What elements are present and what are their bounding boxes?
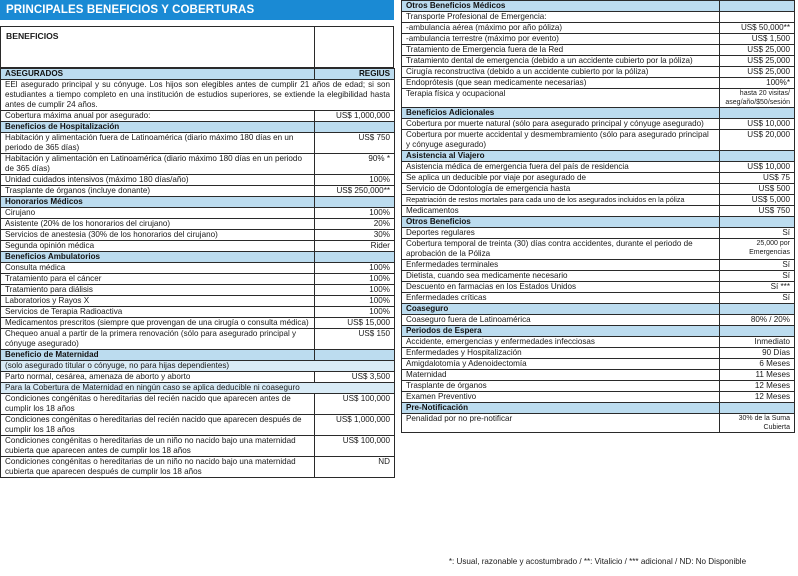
row-value: Rider (315, 241, 395, 252)
row-label: Cobertura máxima anual por asegurado: (1, 111, 315, 122)
row-label: Trasplante de órganos (incluye donante) (1, 186, 315, 197)
table-row (1, 230, 395, 241)
row-label: Enfermedades y Hospitalización (402, 348, 720, 359)
table-row (1, 285, 395, 296)
row-label: Descuento en farmacias en los Estados Unidos (402, 282, 720, 293)
section-header-row (1, 69, 395, 80)
row-label: Para la Cobertura de Maternidad en ningún caso se aplica deducible ni coaseguro (1, 383, 395, 394)
row-value: 30% de la Suma Cubierta (720, 414, 795, 433)
row-label: Endoprótesis (que sean medicamente necesarias) (402, 78, 720, 89)
row-value (720, 151, 795, 162)
row-label: Condiciones congénitas o hereditarias del recién nacido que aparecen después de cumplir los 18 años (1, 415, 315, 436)
table-row (402, 392, 795, 403)
row-label: Servicios de anestesia (30% de los honorarios del cirujano) (1, 230, 315, 241)
row-label: Servicios de Terapia Radioactiva (1, 307, 315, 318)
row-value: US$ 25,000 (720, 56, 795, 67)
table-row (1, 175, 395, 186)
table-row (402, 370, 795, 381)
row-value: US$ 75 (720, 173, 795, 184)
row-value: US$ 50,000** (720, 23, 795, 34)
row-value: US$ 500 (720, 184, 795, 195)
table-row (1, 329, 395, 350)
row-value: US$ 750 (720, 206, 795, 217)
row-value: 100% (315, 285, 395, 296)
row-label: Coaseguro fuera de Latinoamérica (402, 315, 720, 326)
row-value (720, 217, 795, 228)
row-label: -ambulancia aérea (máximo por año póliza) (402, 23, 720, 34)
table-row (402, 23, 795, 34)
row-value: US$ 100,000 (315, 436, 395, 457)
table-row (402, 56, 795, 67)
table-row (402, 282, 795, 293)
table-row (402, 195, 795, 206)
row-label: Asistente (20% de los honorarios del cirujano) (1, 219, 315, 230)
table-row (1, 111, 395, 122)
table-row (402, 293, 795, 304)
row-label: Habitación y alimentación en Latinoamérica (diario máximo 180 días en un periodo de 365 días) (1, 154, 315, 175)
table-row (402, 239, 795, 260)
row-value: Sí (720, 271, 795, 282)
row-label: Segunda opinión médica (1, 241, 315, 252)
row-value: US$ 10,000 (720, 162, 795, 173)
table-row (1, 415, 395, 436)
row-label: Condiciones congénitas o hereditarias de un niño no nacido bajo una maternidad cubierta que aparecen antes de cumplir los 18 años (1, 436, 315, 457)
row-label: Terapia física y ocupacional (402, 89, 720, 108)
row-value: 100% (315, 296, 395, 307)
row-label: Tratamiento dental de emergencia (debido a un accidente cubierto por la póliza) (402, 56, 720, 67)
row-label: Tratamiento para diálisis (1, 285, 315, 296)
row-value: 6 Meses (720, 359, 795, 370)
row-label: (solo asegurado titular o cónyuge, no para hijas dependientes) (1, 361, 395, 372)
row-label: Condiciones congénitas o hereditarias del recién nacido que aparecen antes de cumplir los 18 años (1, 394, 315, 415)
row-value: 100% (315, 274, 395, 285)
row-value: 90% * (315, 154, 395, 175)
table-row (402, 348, 795, 359)
table-row (402, 315, 795, 326)
row-value: 100% (315, 175, 395, 186)
row-label: Transporte Profesional de Emergencia: (402, 12, 720, 23)
table-row (1, 307, 395, 318)
row-value: US$ 25,000 (720, 45, 795, 56)
row-value (315, 252, 395, 263)
row-label: Asistencia médica de emergencia fuera del país de residencia (402, 162, 720, 173)
footnote: *: Usual, razonable y acostumbrado / **: Vitalicio / *** adicional / ND: No Disponible (448, 557, 747, 566)
row-value: Sí *** (720, 282, 795, 293)
row-label: Cirugía reconstructiva (debido a un accidente cubierto por la póliza) (402, 67, 720, 78)
row-value: US$ 100,000 (315, 394, 395, 415)
section-header-row (402, 108, 795, 119)
table-row (402, 162, 795, 173)
row-value: 11 Meses (720, 370, 795, 381)
row-value (315, 350, 395, 361)
section-title: Asistencia al Viajero (402, 151, 720, 162)
row-value (315, 197, 395, 208)
row-label: Cobertura temporal de treinta (30) días contra accidentes, durante el periodo de aprobación de la Póliza (402, 239, 720, 260)
table-row (402, 228, 795, 239)
section-title: Otros Beneficios Médicos (402, 1, 720, 12)
row-value (315, 122, 395, 133)
row-value: 90 Días (720, 348, 795, 359)
row-value: Inmediato (720, 337, 795, 348)
row-label: Enfermedades críticas (402, 293, 720, 304)
row-label: Examen Preventivo (402, 392, 720, 403)
section-title: Periodos de Espera (402, 326, 720, 337)
section-title: ASEGURADOS (1, 69, 315, 80)
section-header-row (402, 1, 795, 12)
right-column (401, 0, 794, 566)
row-value: 20% (315, 219, 395, 230)
row-label: Trasplante de órganos (402, 381, 720, 392)
row-value (720, 12, 795, 23)
table-row (402, 67, 795, 78)
table-row (402, 414, 795, 433)
row-value: US$ 25,000 (720, 67, 795, 78)
section-title: Coaseguro (402, 304, 720, 315)
row-label: Accidente, emergencias y enfermedades infecciosas (402, 337, 720, 348)
table-row (1, 263, 395, 274)
benefits-heading: BENEFICIOS (1, 27, 315, 67)
table-row (402, 45, 795, 56)
table-row (1, 133, 395, 154)
row-value: Sí (720, 293, 795, 304)
row-value: US$ 1,000,000 (315, 111, 395, 122)
row-value: ND (315, 457, 395, 478)
row-value: Sí (720, 260, 795, 271)
section-header-row (1, 197, 395, 208)
row-label: Repatriación de restos mortales para cada uno de los asegurados incluidos en la póliza (402, 195, 720, 206)
section-title: Beneficios Adicionales (402, 108, 720, 119)
row-value: US$ 20,000 (720, 130, 795, 151)
row-label: Enfermedades terminales (402, 260, 720, 271)
section-title: Beneficios Ambulatorios (1, 252, 315, 263)
row-label: Medicamentos prescritos (siempre que provengan de una cirugía o consulta médica) (1, 318, 315, 329)
row-label: Parto normal, cesárea, amenaza de aborto y aborto (1, 372, 315, 383)
section-header-row (402, 326, 795, 337)
row-value: 25,000 por Emergencias (720, 239, 795, 260)
table-row (402, 130, 795, 151)
left-column (0, 0, 394, 478)
table-row (1, 186, 395, 197)
section-title: Otros Beneficios (402, 217, 720, 228)
row-value: US$ 15,000 (315, 318, 395, 329)
row-label: EEl asegurado principal y su cónyuge. Los hijos son elegibles antes de cumplir 21 años de edad; si son estudiantes a tiempo completo en una institución de estudios superiores, se extiende la elegibilidad hasta antes de cumplir 24 años. (1, 80, 395, 111)
row-value: US$ 3,500 (315, 372, 395, 383)
table-row (1, 241, 395, 252)
section-header-row (402, 304, 795, 315)
table-row (1, 274, 395, 285)
section-header-row (1, 350, 395, 361)
row-label: Se aplica un deducible por viaje por asegurado de (402, 173, 720, 184)
table-row (1, 219, 395, 230)
section-title: Pre-Notificación (402, 403, 720, 414)
section-title: Beneficios de Hospitalización (1, 122, 315, 133)
row-value: hasta 20 visitas/ aseg/año/$50/sesión (720, 89, 795, 108)
row-label: Maternidad (402, 370, 720, 381)
row-label: -ambulancia terrestre (máximo por evento) (402, 34, 720, 45)
row-label: Amigdalotomía y Adenoidectomía (402, 359, 720, 370)
row-value: US$ 150 (315, 329, 395, 350)
table-row (1, 436, 395, 457)
section-header-row (1, 122, 395, 133)
section-header-row (402, 403, 795, 414)
table-row (402, 78, 795, 89)
table-row (402, 12, 795, 23)
row-label: Cirujano (1, 208, 315, 219)
section-title: Honorarios Médicos (1, 197, 315, 208)
row-value: US$ 750 (315, 133, 395, 154)
table-row (1, 383, 395, 394)
row-label: Unidad cuidados intensivos (máximo 180 días/año) (1, 175, 315, 186)
row-value: US$ 1,500 (720, 34, 795, 45)
row-label: Servicio de Odontología de emergencia hasta (402, 184, 720, 195)
heading-value-cell (315, 27, 395, 67)
row-label: Dietista, cuando sea medicamente necesario (402, 271, 720, 282)
table-row (1, 154, 395, 175)
row-label: Consulta médica (1, 263, 315, 274)
row-value: Sí (720, 228, 795, 239)
table-row (402, 271, 795, 282)
table-row (1, 80, 395, 111)
table-row (1, 296, 395, 307)
row-label: Cobertura por muerte accidental y desmembramiento (sólo para asegurado principal y cónyuge asegurado) (402, 130, 720, 151)
row-label: Medicamentos (402, 206, 720, 217)
table-row (1, 457, 395, 478)
row-value (720, 304, 795, 315)
row-label: Condiciones congénitas o hereditarias de un niño no nacido bajo una maternidad cubierta que aparecen después de cumplir los 18 años (1, 457, 315, 478)
section-header-row (1, 252, 395, 263)
row-label: Cobertura por muerte natural (sólo para asegurado principal y cónyuge asegurado) (402, 119, 720, 130)
row-value (720, 403, 795, 414)
table-row (402, 359, 795, 370)
row-value: US$ 5,000 (720, 195, 795, 206)
row-label: Deportes regulares (402, 228, 720, 239)
row-value: REGIUS (315, 69, 395, 80)
table-row (1, 318, 395, 329)
row-label: Tratamiento para el cáncer (1, 274, 315, 285)
row-value: 80% / 20% (720, 315, 795, 326)
right-benefits-table (401, 0, 795, 433)
row-value: 12 Meses (720, 381, 795, 392)
table-row (1, 208, 395, 219)
benefits-heading-box (0, 26, 394, 68)
table-row (402, 337, 795, 348)
row-label: Tratamiento de Emergencia fuera de la Red (402, 45, 720, 56)
table-row (402, 34, 795, 45)
row-label: Laboratorios y Rayos X (1, 296, 315, 307)
row-label: Habitación y alimentación fuera de Latinoamérica (diario máximo 180 días en un periodo de 365 días) (1, 133, 315, 154)
row-value: 100% (315, 208, 395, 219)
section-title: Beneficio de Maternidad (1, 350, 315, 361)
row-value (720, 326, 795, 337)
row-value: 100% (315, 307, 395, 318)
table-row (1, 361, 395, 372)
table-row (1, 372, 395, 383)
row-value: 30% (315, 230, 395, 241)
row-value (720, 1, 795, 12)
row-label: Chequeo anual a partir de la primera renovación (sólo para asegurado principal y cónyuge asegurado) (1, 329, 315, 350)
row-value: 100%* (720, 78, 795, 89)
table-row (402, 173, 795, 184)
row-value: US$ 10,000 (720, 119, 795, 130)
table-row (402, 184, 795, 195)
table-row (402, 206, 795, 217)
section-header-row (402, 217, 795, 228)
row-value (720, 108, 795, 119)
table-row (402, 381, 795, 392)
table-row (1, 394, 395, 415)
left-benefits-table (0, 68, 395, 478)
table-row (402, 119, 795, 130)
section-header-row (402, 151, 795, 162)
row-value: US$ 1,000,000 (315, 415, 395, 436)
row-label: Penalidad por no pre-notificar (402, 414, 720, 433)
table-row (402, 89, 795, 108)
row-value: 12 Meses (720, 392, 795, 403)
table-row (402, 260, 795, 271)
row-value: US$ 250,000** (315, 186, 395, 197)
row-value: 100% (315, 263, 395, 274)
page-banner: PRINCIPALES BENEFICIOS Y COBERTURAS (0, 0, 394, 20)
